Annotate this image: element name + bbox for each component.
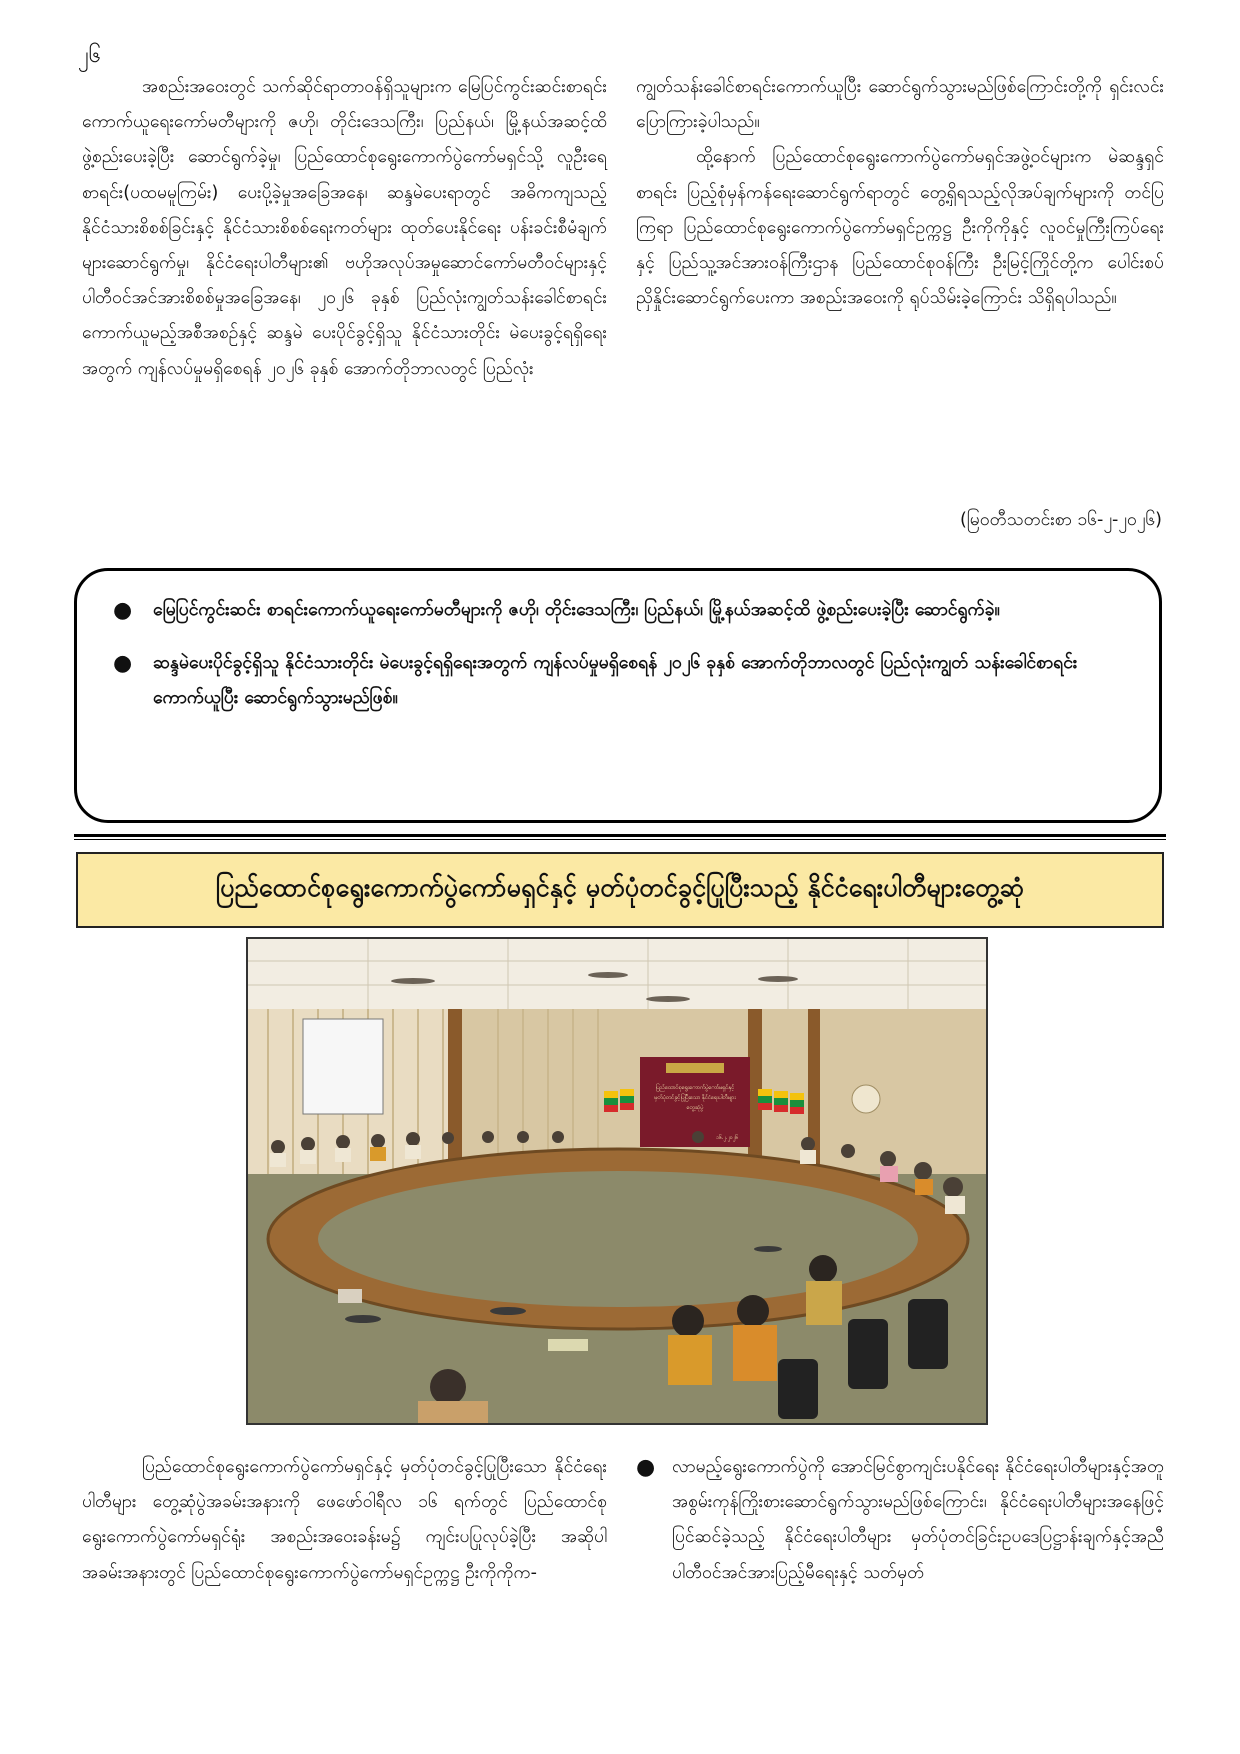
summary-item-text: မြေပြင်ကွင်းဆင်း စာရင်းကောက်ယူရေးကော်မတီများကို ဇဟို၊ တိုင်းဒေသကြီး၊ ပြည်နယ်၊ မြို့နယ်အဆင့်ထိ ဖွဲ့စည်းပေးခဲ့ပြီး ဆောင်ရွက်ခဲ့။ <box>153 600 1000 620</box>
article-paragraph: ပြည်ထောင်စုရွေးကောက်ပွဲကော်မရှင်နှင့် မှတ်ပုံတင်ခွင့်ပြုပြီးသော နိုင်ငံရေးပါတီများ တွေ့ဆုံပွဲအခမ်းအနားကို ဖေဖော်ဝါရီလ ၁၆ ရက်တွင် ပြည်ထောင်စုရွေးကောက်ပွဲကော်မရှင်ရုံး အစည်းအဝေးခန်းမ၌ ကျင်းပပြုလုပ်ခဲ့ပြီး အဆိုပါအခမ်းအနားတွင် ပြည်ထောင်စုရွေးကောက်ပွဲကော်မရှင်ဥက္ကဋ္ဌ ဦးကိုကိုက- <box>82 1457 607 1583</box>
summary-item-text: ဆန္ဒမဲပေးပိုင်ခွင့်ရှိသူ နိုင်ငံသားတိုင်း မဲပေးခွင့်ရရှိရေးအတွက် ကျန်လပ်မှုမရှိစေရန် ၂၀၂၆ ခုနှစ် အောက်တိုဘာလတွင် ပြည်လုံးကျွတ် သန်းခေါင်စာရင်းကောက်ယူပြီး ဆောင်ရွက်သွားမည်ဖြစ်။ <box>153 653 1078 708</box>
article-bullet-item <box>636 1450 1164 1591</box>
bullet-icon: ● <box>636 1455 656 1480</box>
meeting-room-photo <box>246 937 988 1425</box>
article-paragraph: ထို့နောက် ပြည်ထောင်စုရွေးကောက်ပွဲကော်မရှင်အဖွဲ့ဝင်များက မဲဆန္ဒရှင်စာရင်း ပြည့်စုံမှန်ကန်ရေးဆောင်ရွက်ရာတွင် တွေ့ရှိရသည့်လိုအပ်ချက်များကို တင်ပြကြရာ ပြည်ထောင်စုရွေးကောက်ပွဲကော်မရှင်ဥက္ကဋ္ဌ ဦးကိုကိုနှင့် လူဝင်မှုကြီးကြပ်ရေးနှင့် ပြည်သူ့အင်အားဝန်ကြီးဌာန ပြည်ထောင်စုဝန်ကြီး ဦးမြင့်ကြိုင်တို့က ပေါင်းစပ်ညှိနှိုင်းဆောင်ရွက်ပေးကာ အစည်းအဝေးကို ရုပ်သိမ်းခဲ့ကြောင်း သိရှိရပါသည်။ <box>636 147 1164 309</box>
backdrop-text: တွေ့ဆုံပွဲ <box>686 1105 704 1111</box>
bullet-icon: ● <box>113 651 133 676</box>
article-bottom-left-column <box>82 1450 607 1591</box>
meeting-room-illustration <box>248 939 986 1423</box>
summary-item <box>107 593 1129 628</box>
bullet-icon: ● <box>113 598 133 623</box>
section-headline-banner: ပြည်ထောင်စုရွေးကောက်ပွဲကော်မရှင်နှင့် မှတ်ပုံတင်ခွင့်ပြုပြီးသည့် နိုင်ငံရေးပါတီများတွေ့ဆုံ <box>76 852 1164 928</box>
backdrop-text: ပြည်ထောင်စုရွေးကောက်ပွဲကော်မရှင်နှင့် <box>655 1085 735 1091</box>
backdrop-date: ၁၆.၂.၂၀၂၆ <box>716 1135 738 1141</box>
backdrop-text: မှတ်ပုံတင်ခွင့်ပြုပြီးသော နိုင်ငံရေးပါတီများ <box>654 1095 736 1101</box>
section-divider <box>74 834 1166 837</box>
article-bullet-text: လာမည့်ရွေးကောက်ပွဲကို အောင်မြင်စွာကျင်းပနိုင်ရေး နိုင်ငံရေးပါတီများနှင့်အတူ အစွမ်းကုန်ကြိုးစားဆောင်ရွက်သွားမည်ဖြစ်ကြောင်း၊ နိုင်ငံရေးပါတီများအနေဖြင့် ပြင်ဆင်ခဲ့သည့် နိုင်ငံရေးပါတီများ မှတ်ပုံတင်ခြင်းဥပဒေပြဋ္ဌာန်းချက်နှင့်အညီ ပါတီဝင်အင်အားပြည့်မီရေးနှင့် သတ်မှတ် <box>672 1457 1164 1583</box>
article-paragraph: ကျွတ်သန်းခေါင်စာရင်းကောက်ယူပြီး ဆောင်ရွက်သွားမည်ဖြစ်ကြောင်းတို့ကို ရှင်းလင်းပြောကြားခဲ့ပါသည်။ <box>636 77 1164 133</box>
article-bottom-right-column <box>636 1450 1164 1591</box>
section-divider <box>74 839 1166 840</box>
page-number: ၂၆ <box>78 43 102 68</box>
article-top-right-column <box>636 70 1164 316</box>
source-citation: (မြဝတီသတင်းစာ ၁၆-၂-၂၀၂၆) <box>960 510 1162 530</box>
article-top-left-column <box>82 70 607 387</box>
article-paragraph: အစည်းအဝေးတွင် သက်ဆိုင်ရာတာဝန်ရှိသူများက မြေပြင်ကွင်းဆင်းစာရင်းကောက်ယူရေးကော်မတီများကို ဇဟို၊ တိုင်းဒေသကြီး၊ ပြည်နယ်၊ မြို့နယ်အဆင့်ထိ ဖွဲ့စည်းပေးခဲ့ပြီး ဆောင်ရွက်ခဲ့မှု၊ ပြည်ထောင်စုရွေးကောက်ပွဲကော်မရှင်သို့ လူဦးရေစာရင်း(ပထမမူကြမ်း) ပေးပို့ခဲ့မှုအခြေအနေ၊ ဆန္ဒမဲပေးရာတွင် အဓိကကျသည့် နိုင်ငံသားစိစစ်ခြင်းနှင့် နိုင်ငံသားစိစစ်ရေးကတ်များ ထုတ်ပေးနိုင်ရေး ပန်းခင်းစီမံချက်များဆောင်ရွက်မှု၊ နိုင်ငံရေးပါတီများ၏ ဗဟိုအလုပ်အမှုဆောင်ကော်မတီဝင်များနှင့် ပါတီဝင်အင်အားစိစစ်မှုအခြေအနေ၊ ၂၀၂၆ ခုနှစ် ပြည်လုံးကျွတ်သန်းခေါင်စာရင်း ကောက်ယူမည့်အစီအစဉ်နှင့် ဆန္ဒမဲ ပေးပိုင်ခွင့်ရှိသူ နိုင်ငံသားတိုင်း မဲပေးခွင့်ရရှိရေးအတွက် ကျန်လပ်မှုမရှိစေရန် ၂၀၂၆ ခုနှစ် အောက်တိုဘာလတွင် ပြည်လုံး <box>82 77 607 379</box>
summary-item <box>107 646 1129 716</box>
summary-box <box>74 568 1162 823</box>
